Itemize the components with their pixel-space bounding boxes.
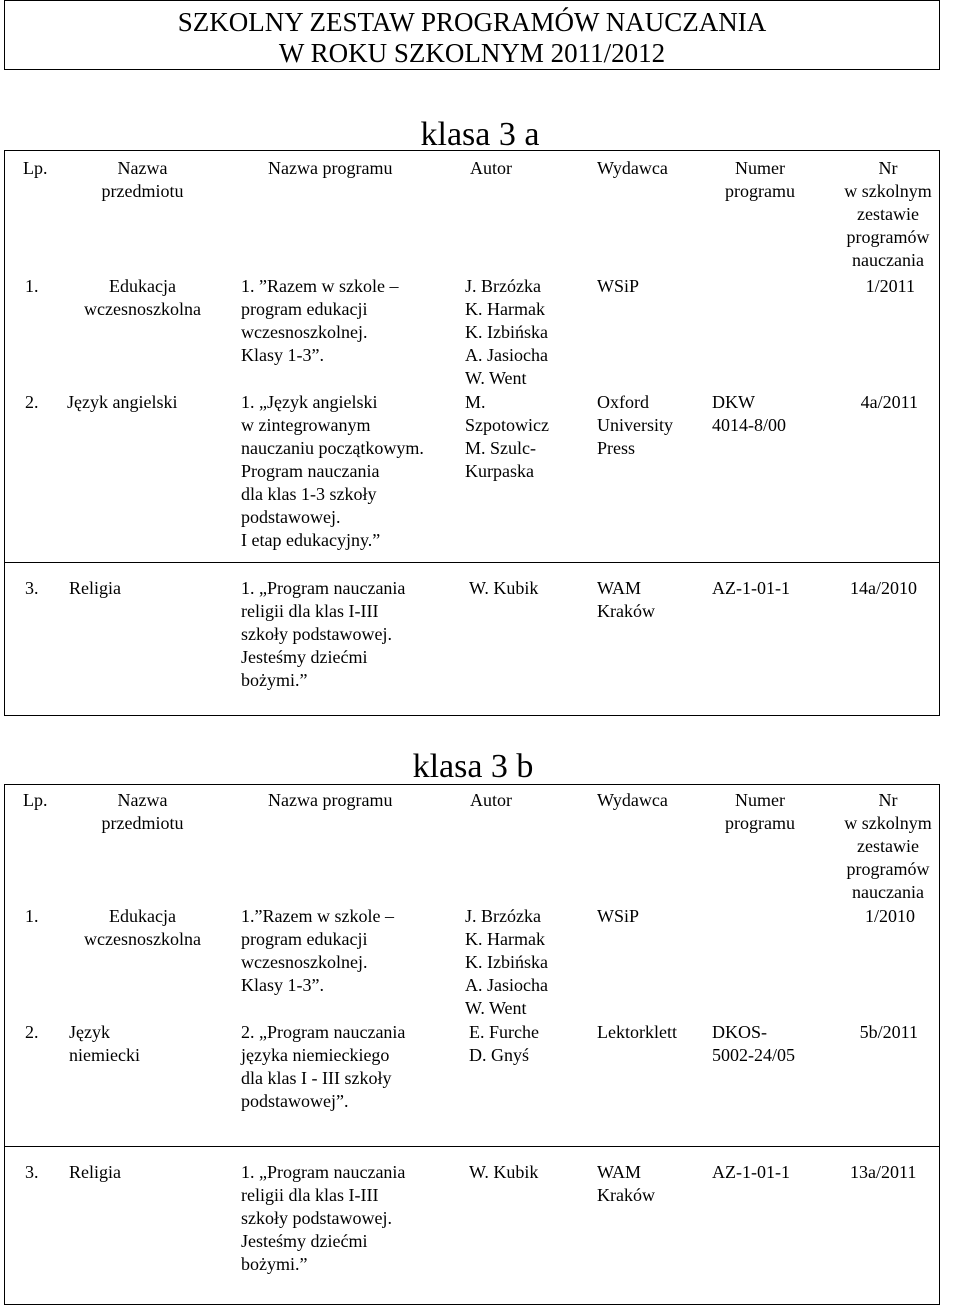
cell-program: 1. ”Razem w szkole – program edukacji wczesnoszkolnej. Klasy 1-3”. xyxy=(241,276,399,365)
cell-subject: Religia xyxy=(69,578,121,598)
cell-lp: 3. xyxy=(25,1162,39,1182)
cell-school-no: 1/2010 xyxy=(864,906,915,926)
cell-lp: 3. xyxy=(25,578,39,598)
cell-school-no: 13a/2011 xyxy=(850,1162,917,1182)
col-header-author: Autor xyxy=(470,158,512,178)
cell-school-no: 14a/2010 xyxy=(850,578,917,598)
cell-publisher: WAM Kraków xyxy=(597,1162,655,1205)
col-header-school-no: Nr w szkolnym zestawie programów nauczania xyxy=(844,790,932,902)
cell-number: AZ-1-01-1 xyxy=(712,1162,790,1182)
col-header-publisher: Wydawca xyxy=(597,790,668,810)
document-title-box xyxy=(4,0,940,70)
cell-author: M. Szpotowicz M. Szulc- Kurpaska xyxy=(465,392,549,481)
section-title-klasa-3b: klasa 3 b xyxy=(412,748,534,785)
col-header-lp: Lp. xyxy=(23,158,48,178)
cell-subject: Edukacja wczesnoszkolna xyxy=(84,906,201,949)
cell-number: AZ-1-01-1 xyxy=(712,578,790,598)
cell-school-no: 1/2011 xyxy=(865,276,915,296)
cell-school-no: 5b/2011 xyxy=(859,1022,918,1042)
cell-lp: 2. xyxy=(25,392,39,412)
cell-program: 1. „Program nauczania religii dla klas I-III szkoły podstawowej. Jesteśmy dziećmi bożymi.” xyxy=(241,578,406,690)
cell-publisher: Lektorklett xyxy=(597,1022,677,1042)
cell-program: 1. „Język angielski w zintegrowanym nauczaniu początkowym. Program nauczania dla klas 1-3 szkoły podstawowej. I etap edukacyjny.” xyxy=(241,392,424,550)
cell-publisher: WSiP xyxy=(597,906,640,926)
cell-publisher: WAM Kraków xyxy=(597,578,655,621)
col-header-subject: Nazwa przedmiotu xyxy=(101,790,184,833)
col-header-subject: Nazwa przedmiotu xyxy=(101,158,184,201)
cell-author: E. Furche D. Gnyś xyxy=(469,1022,539,1065)
cell-subject: Język niemiecki xyxy=(69,1022,140,1065)
cell-author: W. Kubik xyxy=(469,578,539,598)
cell-subject: Edukacja wczesnoszkolna xyxy=(84,276,201,319)
section-title-klasa-3a: klasa 3 a xyxy=(420,116,540,153)
col-header-number: Numer programu xyxy=(725,790,795,833)
col-header-school-no: Nr w szkolnym zestawie programów nauczania xyxy=(844,158,932,270)
cell-publisher: WSiP xyxy=(597,276,640,296)
cell-subject: Język angielski xyxy=(67,392,178,412)
cell-author: J. Brzózka K. Harmak K. Izbińska A. Jasiocha W. Went xyxy=(465,906,548,1018)
cell-program: 1.”Razem w szkole – program edukacji wczesnoszkolnej. Klasy 1-3”. xyxy=(241,906,394,995)
document-title-line-2: W ROKU SZKOLNYM 2011/2012 xyxy=(278,38,666,68)
table-klasa-3b-row-divider xyxy=(4,1146,940,1147)
cell-lp: 1. xyxy=(25,276,39,296)
cell-subject: Religia xyxy=(69,1162,121,1182)
cell-number: DKOS- 5002-24/05 xyxy=(712,1022,795,1065)
cell-publisher: Oxford University Press xyxy=(597,392,673,458)
col-header-program: Nazwa programu xyxy=(268,790,393,810)
col-header-lp: Lp. xyxy=(23,790,48,810)
col-header-number: Numer programu xyxy=(725,158,795,201)
col-header-publisher: Wydawca xyxy=(597,158,668,178)
cell-program: 1. „Program nauczania religii dla klas I-III szkoły podstawowej. Jesteśmy dziećmi bożymi.” xyxy=(241,1162,406,1274)
cell-program: 2. „Program nauczania języka niemieckiego dla klas I - III szkoły podstawowej”. xyxy=(241,1022,406,1111)
cell-number: DKW 4014-8/00 xyxy=(712,392,786,435)
table-klasa-3a-row-divider xyxy=(4,562,940,563)
col-header-author: Autor xyxy=(470,790,512,810)
document-title-line-1: SZKOLNY ZESTAW PROGRAMÓW NAUCZANIA xyxy=(177,7,767,37)
cell-author: W. Kubik xyxy=(469,1162,539,1182)
cell-lp: 2. xyxy=(25,1022,39,1042)
col-header-program: Nazwa programu xyxy=(268,158,393,178)
cell-school-no: 4a/2011 xyxy=(860,392,918,412)
cell-author: J. Brzózka K. Harmak K. Izbińska A. Jasiocha W. Went xyxy=(465,276,548,388)
cell-lp: 1. xyxy=(25,906,39,926)
